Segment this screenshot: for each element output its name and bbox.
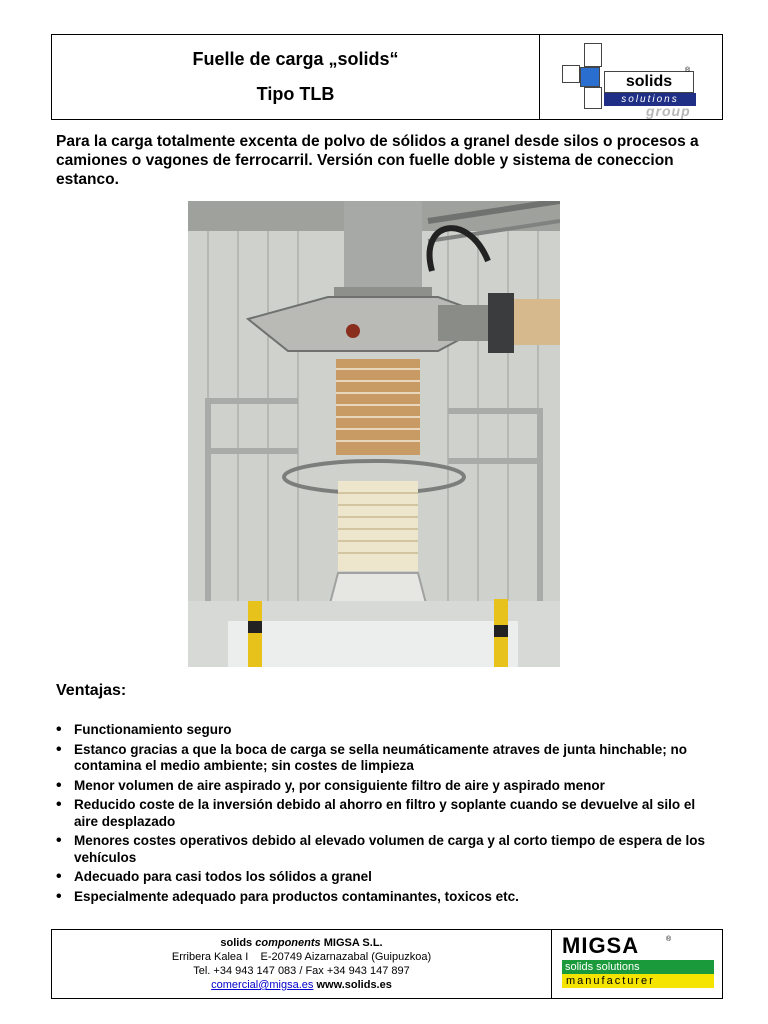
contact-info [52,930,552,998]
benefits-list [56,722,716,908]
header-titles [52,35,540,119]
solids-logo-mark [558,43,703,119]
document-title: Fuelle de carga „solids“ [192,49,399,69]
migsa-yellow-bar: manufacturer [562,974,714,988]
list-item: • Adecuado para casi todos los sólidos a granel [56,869,716,886]
list-item: • Functionamiento seguro [56,722,716,739]
migsa-logo-mark [562,934,717,988]
document-subtitle: Tipo TLB [256,84,335,104]
logo-reg-mark: ® [685,67,691,74]
company-italic: components [255,937,321,949]
migsa-logo [552,930,722,998]
logo-bar-text: solutions [604,93,696,106]
document-header [51,34,723,120]
migsa-reg-mark: ® [666,936,672,943]
list-item: • Menores costes operativos debido al elevado volumen de carga y al corto tiempo de espera de los vehículos [56,833,716,866]
migsa-green-bar: solids solutions [562,960,714,974]
company-prefix: solids [220,937,253,949]
company-name [220,936,382,950]
migsa-word: MIGSA [562,933,640,958]
product-photo [188,201,560,667]
email-link[interactable]: comercial@migsa.es [211,979,314,991]
document-footer [51,929,723,999]
contact-links [211,978,392,992]
logo-word: solids [604,71,694,93]
solids-group-logo [540,35,722,119]
list-item: • Menor volumen de aire aspirado y, por consiguiente filtro de aire y aspirado menor [56,778,716,795]
industrial-bellows-photo-icon [188,201,560,667]
list-item: • Estanco gracias a que la boca de carga se sella neumáticamente atraves de junta hinchable; no contamina el medio ambiente; sin costes de limpieza [56,742,716,775]
ventajas-heading: Ventajas: [56,682,127,699]
phone-fax: Tel. +34 943 147 083 / Fax +34 943 147 897 [193,965,410,977]
intro-paragraph: Para la carga totalmente excenta de polvo de sólidos a granel desde silos o procesos a camiones o vagones de ferrocarril. Versión con fuelle doble y sistema de coneccion estanco. [56,133,699,188]
list-item: • Especialmente adequado para productos contaminantes, toxicos etc. [56,889,716,906]
company-suffix: MIGSA S.L. [323,937,383,949]
address: Erribera Kalea I E-20749 Aizarnazabal (Guipuzkoa) [171,951,432,963]
list-item: • Reducido coste de la inversión debido al ahorro en filtro y soplante cuando se devuelve al silo el aire desplazado [56,797,716,830]
website-link[interactable]: www.solids.es [316,979,392,991]
logo-tagline: group [646,103,691,119]
